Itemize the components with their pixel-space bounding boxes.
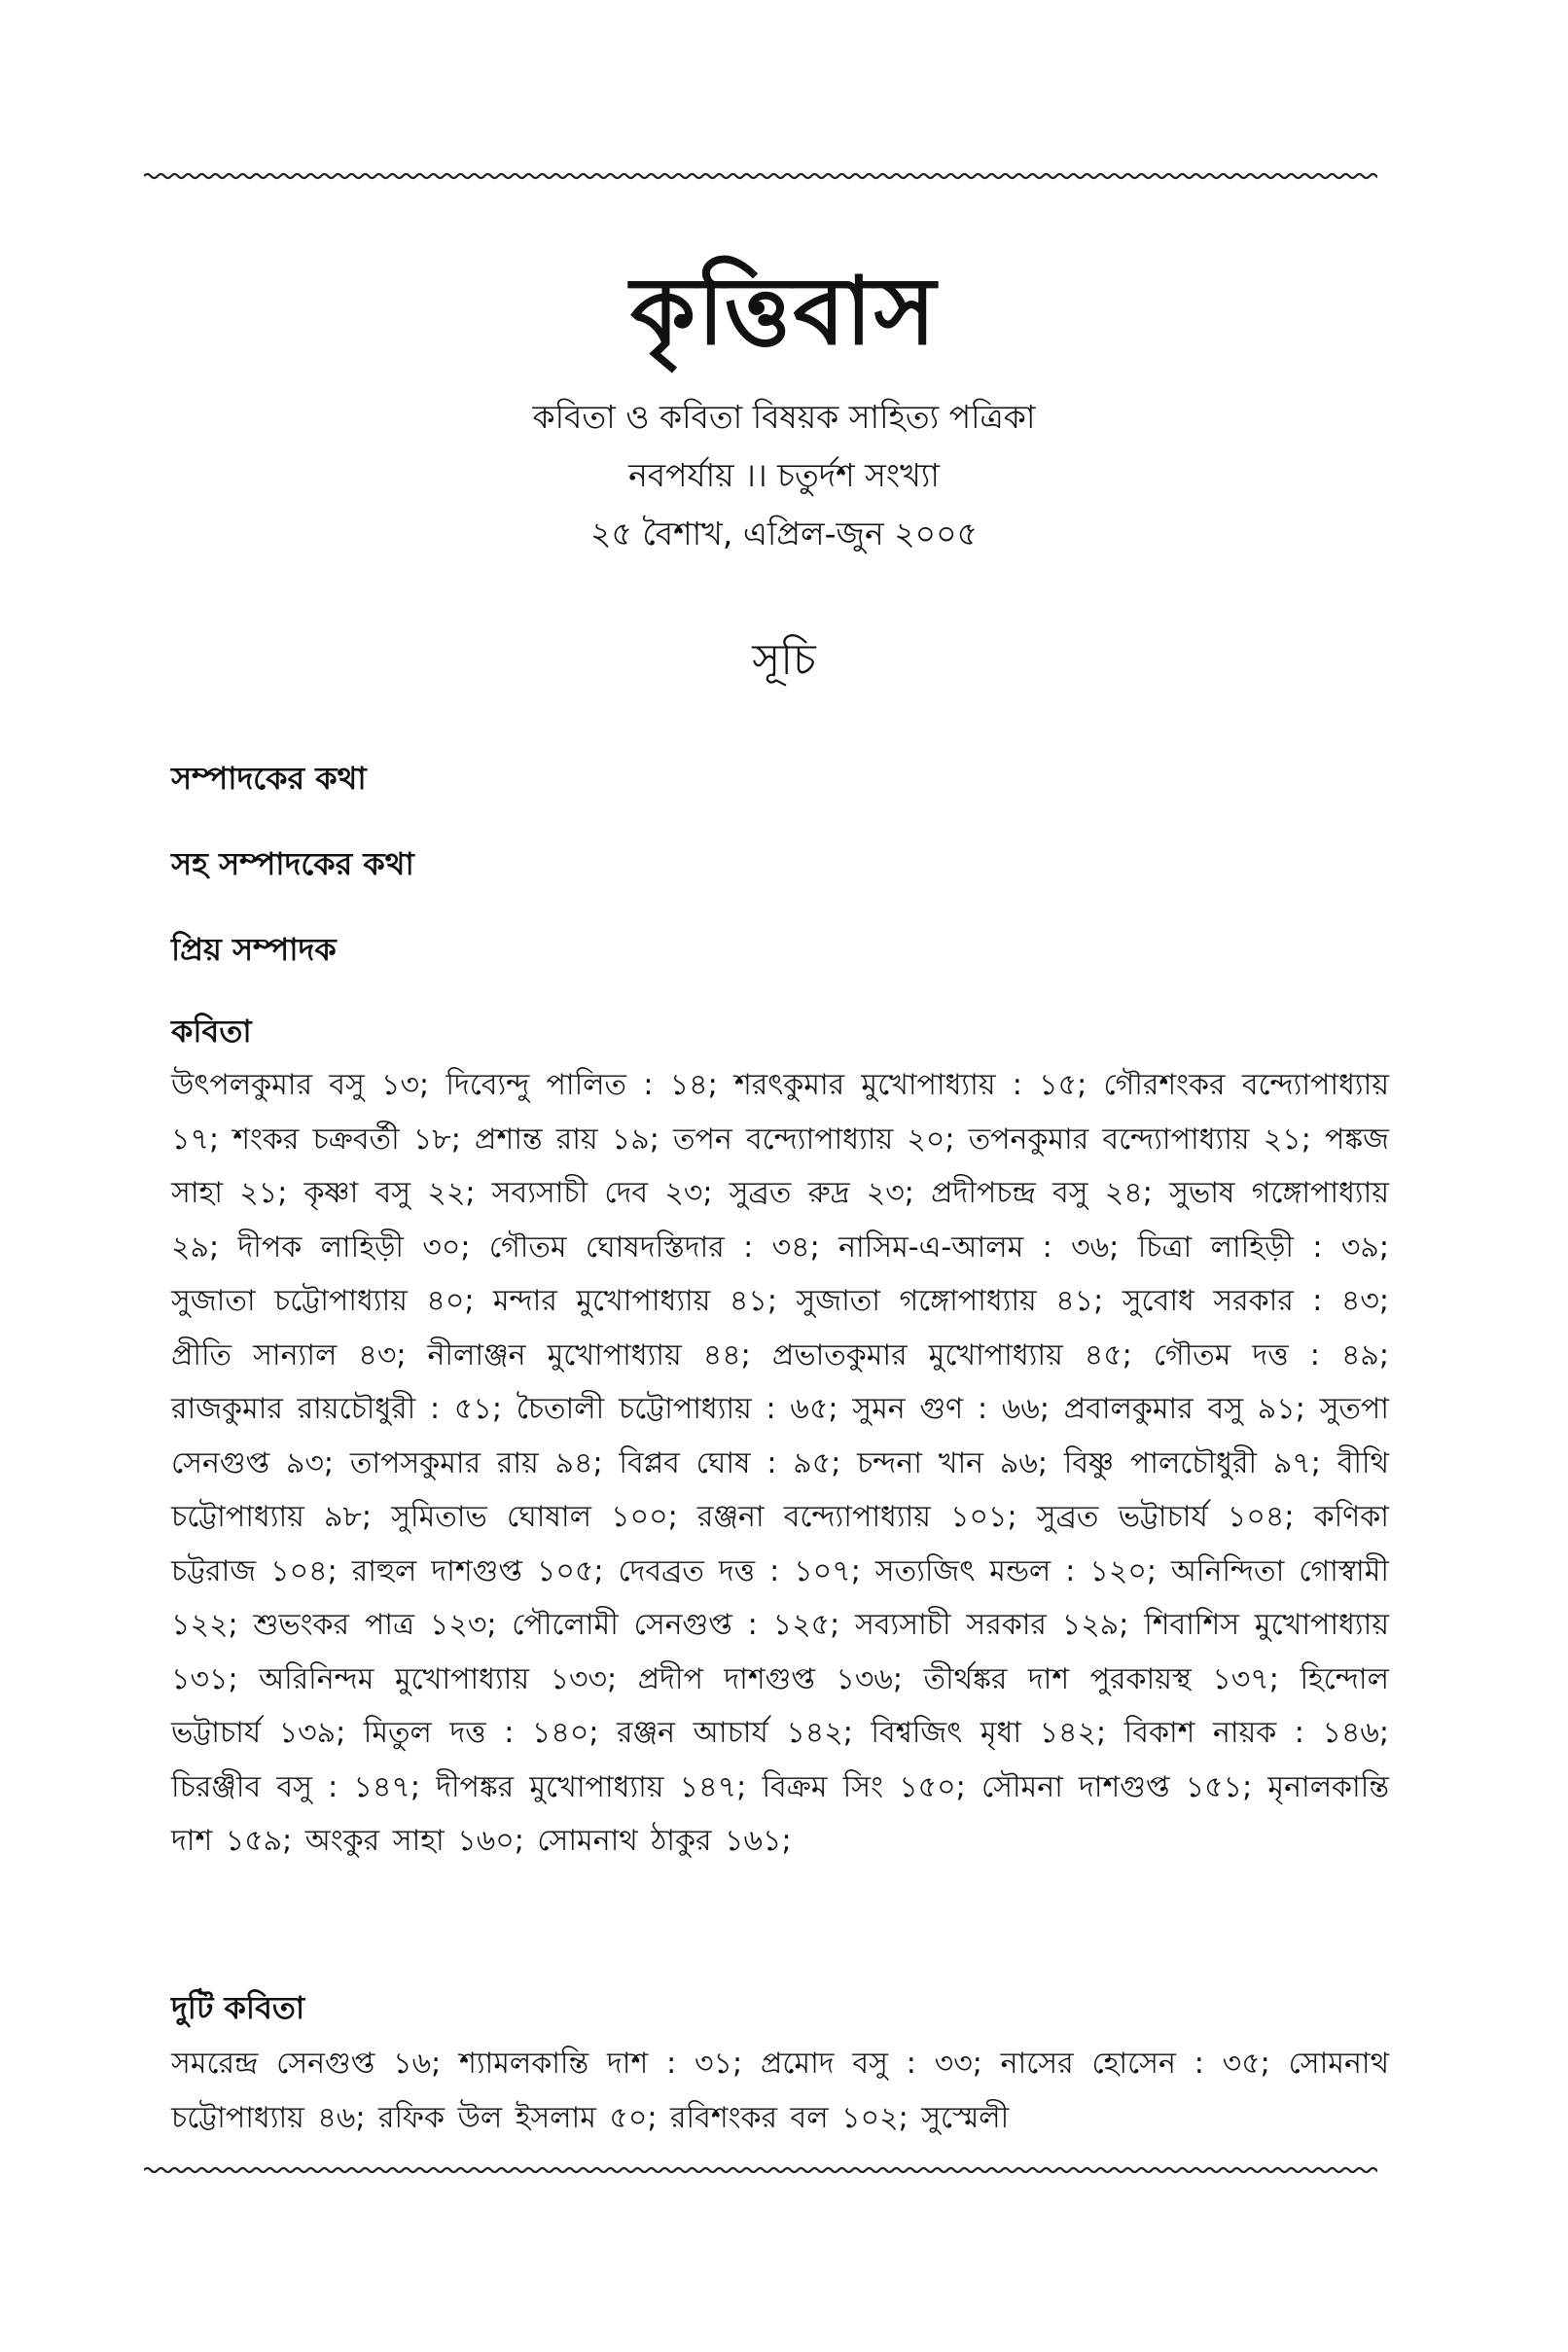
issue-date: ২৫ বৈশাখ, এপ্রিল-জুন ২০০৫ xyxy=(590,515,978,552)
issue-number: নবপর্যায় ।। চতুর্দশ সংখ্যা xyxy=(628,456,940,494)
section-editors-note: সম্পাদকের কথা xyxy=(171,760,367,797)
magazine-subtitle: কবিতা ও কবিতা বিষয়ক সাহিত্য পত্রিকা xyxy=(532,398,1036,436)
section-dear-editor: প্রিয় সম্পাদক xyxy=(171,931,337,968)
section-two-poems-title: দুটি কবিতা xyxy=(171,1989,305,2026)
contents-heading: সূচি xyxy=(752,635,816,685)
section-coeditors-note: সহ সম্পাদকের কথা xyxy=(171,845,414,882)
top-wavy-rule xyxy=(144,167,1377,185)
magazine-title: কৃত্তিবাস xyxy=(630,257,938,366)
section-poems-title: কবিতা xyxy=(171,1013,252,1050)
two-poems-contents-list: সমরেন্দ্র সেনগুপ্ত ১৬; শ্যামলকান্তি দাশ : ৩১; প্রমোদ বসু : ৩৩; নাসের হোসেন : ৩৫; সোমনাথ চট্টোপাধ্যায় ৪৬; রফিক উল ইসলাম ৫০; রবিশংকর বল ১০২; সুস্মেলী xyxy=(171,2047,1389,2135)
poems-contents-list: উৎপলকুমার বসু ১৩; দিব্যেন্দু পালিত : ১৪; শরৎকুমার মুখোপাধ্যায় : ১৫; গৌরশংকর বন্দ্যোপাধ্যায় ১৭; শংকর চক্রবর্তী ১৮; প্রশান্ত রায় ১৯; তপন বন্দ্যোপাধ্যায় ২০; তপনকুমার বন্দ্যোপাধ্যায় ২১; পঙ্কজ সাহা ২১; কৃষ্ণা বসু ২২; সব্যসাচী দেব ২৩; সুব্রত রুদ্র ২৩; প্রদীপচন্দ্র বসু ২৪; সুভাষ গঙ্গোপাধ্যায় ২৯; দীপক লাহিড়ী ৩০; গৌতম ঘোষদস্তিদার : ৩৪; নাসিম-এ-আলম : ৩৬; চিত্রা লাহিড়ী : ৩৯; সুজাতা চট্টোপাধ্যায় ৪০; মন্দার মুখোপাধ্যায় ৪১; সুজাতা গঙ্গোপাধ্যায় ৪১; সুবোধ সরকার : ৪৩; প্রীতি সান্যাল ৪৩; নীলাঞ্জন মুখোপাধ্যায় ৪৪; প্রভাতকুমার মুখোপাধ্যায় ৪৫; গৌতম দত্ত : ৪৯; রাজকুমার রায়চৌধুরী : ৫১; চৈতালী চট্টোপাধ্যায় : ৬৫; সুমন গুণ : ৬৬; প্রবালকুমার বসু ৯১; সুতপা সেনগুপ্ত ৯৩; তাপসকুমার রায় ৯৪; বিপ্লব ঘোষ : ৯৫; চন্দনা খান ৯৬; বিষ্ণু পালচৌধুরী ৯৭; বীথি চট্টোপাধ্যায় ৯৮; সুমিতাভ ঘোষাল ১০০; রঞ্জনা বন্দ্যোপাধ্যায় ১০১; সুব্রত ভট্টাচার্য ১০৪; কণিকা চট্টরাজ ১০৪; রাহুল দাশগুপ্ত ১০৫; দেবব্রত দত্ত : ১০৭; সত্যজিৎ মন্ডল : ১২০; অনিন্দিতা গোস্বামী ১২২; শুভংকর পাত্র ১২৩; পৌলোমী সেনগুপ্ত : ১২৫; সব্যসাচী সরকার ১২৯; শিবাশিস মুখোপাধ্যায় ১৩১; অরিনিন্দম মুখোপাধ্যায় ১৩৩; প্রদীপ দাশগুপ্ত ১৩৬; তীর্থঙ্কর দাশ পুরকায়স্থ ১৩৭; হিন্দোল ভট্টাচার্য ১৩৯; মিতুল দত্ত : ১৪০; রঞ্জন আচার্য ১৪২; বিশ্বজিৎ মৃধা ১৪২; বিকাশ নায়ক : ১৪৬; চিরঞ্জীব বসু : ১৪৭; দীপঙ্কর মুখোপাধ্যায় ১৪৭; বিক্রম সিং ১৫০; সৌমনা দাশগুপ্ত ১৫১; মৃনালকান্তি দাশ ১৫৯; অংকুর সাহা ১৬০; সোমনাথ ঠাকুর ১৬১; xyxy=(171,1068,1389,1858)
bottom-wavy-rule xyxy=(144,2161,1377,2179)
